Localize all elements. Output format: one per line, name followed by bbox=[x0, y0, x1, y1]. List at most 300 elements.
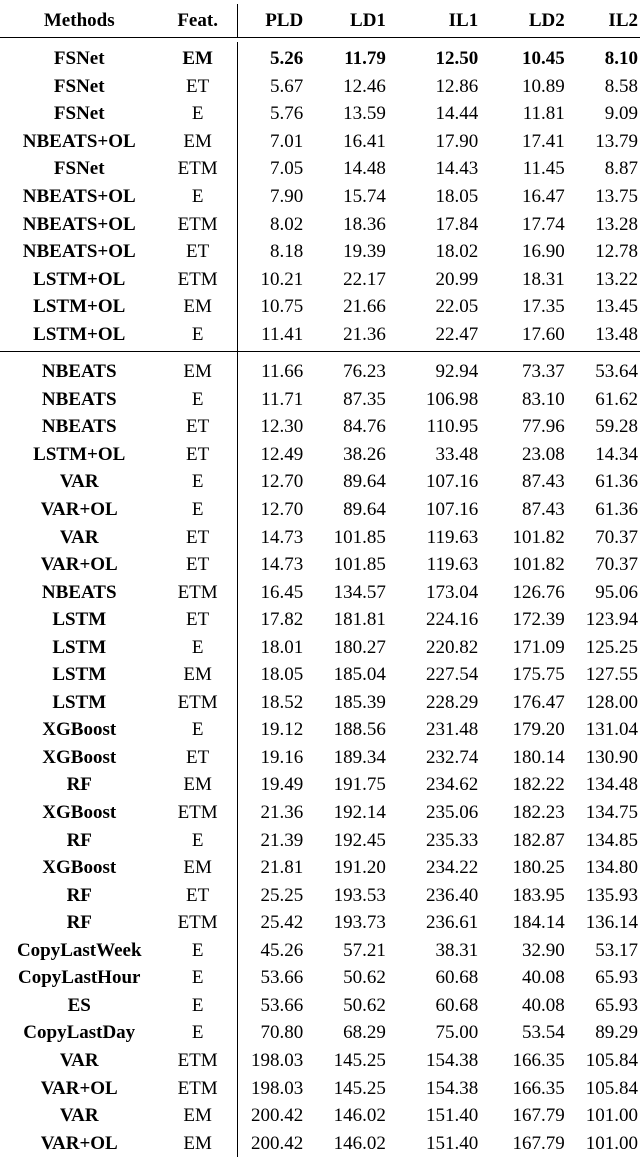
table-row bbox=[0, 1129, 640, 1157]
il1-cell: 92.94 bbox=[435, 361, 479, 383]
feat-cell: E bbox=[158, 716, 237, 744]
feat-cell: EM bbox=[158, 1102, 237, 1130]
ld1-cell: 13.59 bbox=[343, 103, 386, 125]
il1-cell: 14.43 bbox=[435, 158, 479, 180]
ld1-cell: 21.66 bbox=[343, 296, 386, 318]
ld2-cell: 23.08 bbox=[522, 443, 565, 465]
ld2-cell: 126.76 bbox=[512, 581, 565, 603]
table-row bbox=[0, 716, 640, 744]
il1-cell: 227.54 bbox=[425, 664, 479, 686]
table-row bbox=[0, 744, 640, 772]
method-cell: NBEATS bbox=[41, 416, 117, 438]
il2-cell: 131.04 bbox=[585, 719, 638, 741]
il1-cell: 110.95 bbox=[426, 416, 479, 438]
table-row bbox=[0, 606, 640, 634]
ld2-cell: 101.82 bbox=[512, 526, 565, 548]
il2-cell: 13.45 bbox=[595, 296, 638, 318]
pld-cell: 5.76 bbox=[269, 103, 304, 125]
il2-cell: 14.34 bbox=[595, 443, 638, 465]
method-cell: FSNet bbox=[53, 48, 105, 70]
il1-cell: 224.16 bbox=[425, 609, 479, 631]
results-table bbox=[0, 4, 640, 1157]
il2-cell: 134.75 bbox=[585, 802, 638, 824]
table-row bbox=[0, 128, 640, 156]
ld1-cell: 180.27 bbox=[333, 636, 386, 658]
ld2-cell: 40.08 bbox=[522, 967, 565, 989]
il2-cell: 13.75 bbox=[595, 186, 638, 207]
method-cell: VAR bbox=[59, 471, 99, 493]
feat-cell: ETM bbox=[158, 210, 237, 238]
ld1-cell: 38.26 bbox=[343, 443, 386, 465]
ld2-cell: 11.45 bbox=[522, 158, 565, 180]
method-cell: FSNet bbox=[53, 103, 105, 125]
ld1-cell: 193.53 bbox=[333, 884, 386, 906]
pld-cell: 17.82 bbox=[260, 609, 304, 631]
il2-cell: 65.93 bbox=[595, 967, 638, 989]
ld2-cell: 17.35 bbox=[522, 296, 565, 318]
il2-cell: 13.22 bbox=[595, 268, 638, 290]
table-row bbox=[0, 73, 640, 101]
ld1-cell: 101.85 bbox=[333, 526, 386, 548]
ld1-cell: 101.85 bbox=[333, 554, 386, 576]
ld2-cell: 171.09 bbox=[512, 636, 565, 658]
method-cell: XGBoost bbox=[42, 857, 117, 879]
ld1-cell: 145.25 bbox=[333, 1077, 386, 1099]
feat-cell: ET bbox=[158, 441, 237, 469]
il1-cell: 18.05 bbox=[435, 186, 479, 207]
ld2-cell: 53.54 bbox=[522, 1022, 565, 1044]
header-ld1: LD1 bbox=[305, 4, 388, 38]
pld-cell: 18.05 bbox=[260, 664, 304, 686]
header-methods: Methods bbox=[0, 4, 158, 38]
table-row bbox=[0, 523, 640, 551]
header-il2: IL2 bbox=[567, 4, 640, 38]
method-cell: NBEATS+OL bbox=[22, 241, 136, 263]
ld2-cell: 180.25 bbox=[512, 857, 565, 879]
il1-cell: 231.48 bbox=[425, 719, 479, 741]
ld2-cell: 17.60 bbox=[480, 320, 567, 351]
table-row bbox=[0, 293, 640, 321]
feat-cell: ETM bbox=[158, 1074, 237, 1102]
ld1-cell: 188.56 bbox=[333, 719, 386, 741]
il1-cell: 22.47 bbox=[388, 320, 480, 351]
ld2-cell: 87.43 bbox=[522, 471, 565, 493]
ld2-cell: 10.45 bbox=[522, 48, 565, 70]
method-cell: NBEATS bbox=[41, 388, 117, 410]
il2-cell: 134.85 bbox=[585, 829, 638, 851]
pld-cell: 21.81 bbox=[260, 857, 304, 879]
feat-cell: ETM bbox=[158, 265, 237, 293]
feat-cell: EM bbox=[158, 293, 237, 321]
ld2-cell: 179.20 bbox=[512, 719, 565, 741]
ld1-cell: 185.04 bbox=[333, 664, 386, 686]
ld1-cell: 89.64 bbox=[343, 471, 386, 493]
pld-cell: 19.49 bbox=[260, 774, 304, 796]
feat-cell: ET bbox=[158, 238, 237, 266]
table-body bbox=[0, 38, 640, 1157]
table-row bbox=[0, 320, 640, 351]
il2-cell: 13.79 bbox=[595, 130, 638, 152]
table-row bbox=[0, 183, 640, 211]
feat-cell: E bbox=[158, 937, 237, 965]
table-row bbox=[0, 854, 640, 882]
ld1-cell: 50.62 bbox=[343, 967, 386, 989]
ld1-cell: 68.29 bbox=[343, 1022, 386, 1044]
feat-cell: EM bbox=[158, 854, 237, 882]
ld2-cell: 183.95 bbox=[512, 884, 565, 906]
il2-cell: 70.37 bbox=[595, 554, 638, 576]
il2-cell: 8.58 bbox=[604, 75, 638, 97]
ld1-cell: 87.35 bbox=[343, 388, 386, 410]
il2-cell: 61.36 bbox=[595, 499, 638, 521]
pld-cell: 5.67 bbox=[269, 75, 304, 97]
il1-cell: 151.40 bbox=[425, 1132, 479, 1154]
il1-cell: 234.22 bbox=[425, 857, 479, 879]
ld2-cell: 16.47 bbox=[522, 186, 565, 207]
il1-cell: 33.48 bbox=[435, 443, 479, 465]
il1-cell: 107.16 bbox=[425, 471, 479, 493]
ld2-cell: 184.14 bbox=[512, 912, 565, 934]
pld-cell: 7.05 bbox=[269, 158, 304, 180]
table-row bbox=[0, 210, 640, 238]
pld-cell: 14.73 bbox=[260, 554, 304, 576]
ld2-cell: 101.82 bbox=[512, 554, 565, 576]
feat-cell: E bbox=[158, 964, 237, 992]
ld2-cell: 17.74 bbox=[522, 213, 565, 235]
feat-cell: E bbox=[158, 826, 237, 854]
il1-cell: 17.90 bbox=[435, 130, 479, 152]
il1-cell: 232.74 bbox=[425, 746, 479, 768]
header-ld2: LD2 bbox=[480, 4, 567, 38]
ld1-cell: 15.74 bbox=[343, 186, 386, 207]
feat-cell: E bbox=[158, 468, 237, 496]
pld-cell: 70.80 bbox=[260, 1022, 304, 1044]
ld2-cell: 40.08 bbox=[522, 994, 565, 1016]
method-cell: FSNet bbox=[53, 158, 105, 180]
il2-cell: 101.00 bbox=[585, 1105, 638, 1127]
feat-cell: EM bbox=[158, 1129, 237, 1157]
il1-cell: 20.99 bbox=[435, 268, 479, 290]
il1-cell: 107.16 bbox=[425, 499, 479, 521]
il2-cell: 65.93 bbox=[595, 994, 638, 1016]
feat-cell: ET bbox=[158, 606, 237, 634]
method-cell: ES bbox=[67, 994, 91, 1016]
header-il1: IL1 bbox=[388, 4, 480, 38]
feat-cell: ETM bbox=[158, 1047, 237, 1075]
method-cell: NBEATS bbox=[41, 581, 117, 603]
il1-cell: 173.04 bbox=[425, 581, 479, 603]
ld2-cell: 32.90 bbox=[522, 939, 565, 961]
il2-cell: 13.28 bbox=[595, 213, 638, 235]
il1-cell: 228.29 bbox=[425, 691, 479, 713]
ld1-cell: 181.81 bbox=[333, 609, 386, 631]
ld1-cell: 193.73 bbox=[333, 912, 386, 934]
pld-cell: 198.03 bbox=[250, 1077, 304, 1099]
table-row bbox=[0, 265, 640, 293]
ld2-cell: 77.96 bbox=[522, 416, 565, 438]
il1-cell: 151.40 bbox=[425, 1105, 479, 1127]
ld1-cell: 12.46 bbox=[343, 75, 386, 97]
ld1-cell: 89.64 bbox=[343, 499, 386, 521]
table-row bbox=[0, 386, 640, 414]
table-row bbox=[0, 964, 640, 992]
table-row bbox=[0, 42, 640, 73]
feat-cell: ET bbox=[158, 73, 237, 101]
il2-cell: 53.17 bbox=[595, 939, 638, 961]
pld-cell: 11.66 bbox=[261, 361, 304, 383]
ld2-cell: 10.89 bbox=[522, 75, 565, 97]
method-cell: VAR bbox=[59, 1105, 99, 1127]
il2-cell: 130.90 bbox=[585, 746, 638, 768]
il2-cell: 12.78 bbox=[595, 241, 638, 263]
pld-cell: 5.26 bbox=[269, 48, 304, 70]
il1-cell: 12.50 bbox=[435, 48, 479, 70]
method-cell: VAR bbox=[59, 526, 99, 548]
ld2-cell: 166.35 bbox=[512, 1077, 565, 1099]
feat-cell: ETM bbox=[158, 689, 237, 717]
method-cell: RF bbox=[66, 829, 92, 851]
table-row bbox=[0, 1074, 640, 1102]
table-row bbox=[0, 937, 640, 965]
pld-cell: 198.03 bbox=[250, 1049, 304, 1071]
table-row bbox=[0, 992, 640, 1020]
il1-cell: 60.68 bbox=[435, 967, 479, 989]
il2-cell: 95.06 bbox=[595, 581, 638, 603]
method-cell: XGBoost bbox=[42, 746, 117, 768]
feat-cell: ET bbox=[158, 413, 237, 441]
method-cell: LSTM bbox=[52, 691, 107, 713]
feat-cell: E bbox=[158, 183, 237, 211]
feat-cell: E bbox=[158, 100, 237, 128]
pld-cell: 11.71 bbox=[261, 388, 304, 410]
table-row bbox=[0, 578, 640, 606]
feat-cell: E bbox=[158, 1019, 237, 1047]
feat-cell: EM bbox=[158, 42, 237, 73]
ld1-cell: 57.21 bbox=[343, 939, 386, 961]
feat-cell: ETM bbox=[158, 578, 237, 606]
method-cell: LSTM bbox=[52, 664, 107, 686]
il2-cell: 123.94 bbox=[585, 609, 638, 631]
pld-cell: 7.90 bbox=[269, 186, 304, 207]
table-row bbox=[0, 881, 640, 909]
il2-cell: 134.80 bbox=[585, 857, 638, 879]
feat-cell: ETM bbox=[158, 799, 237, 827]
ld1-cell: 191.20 bbox=[333, 857, 386, 879]
table-row bbox=[0, 238, 640, 266]
table-row bbox=[0, 1019, 640, 1047]
pld-cell: 10.75 bbox=[260, 296, 304, 318]
table-row bbox=[0, 826, 640, 854]
table-row bbox=[0, 413, 640, 441]
il1-cell: 234.62 bbox=[425, 774, 479, 796]
il2-cell: 136.14 bbox=[585, 912, 638, 934]
method-cell: CopyLastDay bbox=[23, 1022, 136, 1044]
il2-cell: 59.28 bbox=[595, 416, 638, 438]
ld2-cell: 176.47 bbox=[512, 691, 565, 713]
table-row bbox=[0, 799, 640, 827]
pld-cell: 21.36 bbox=[260, 802, 304, 824]
il2-cell: 135.93 bbox=[585, 884, 638, 906]
pld-cell: 16.45 bbox=[260, 581, 304, 603]
ld1-cell: 50.62 bbox=[343, 994, 386, 1016]
method-cell: RF bbox=[66, 884, 92, 906]
il1-cell: 106.98 bbox=[425, 388, 479, 410]
il2-cell: 61.36 bbox=[595, 471, 638, 493]
feat-cell: ET bbox=[158, 523, 237, 551]
pld-cell: 10.21 bbox=[260, 268, 304, 290]
il2-cell: 105.84 bbox=[585, 1049, 638, 1071]
il1-cell: 18.02 bbox=[435, 241, 479, 263]
header-row bbox=[0, 4, 640, 38]
ld1-cell: 18.36 bbox=[343, 213, 386, 235]
il2-cell: 53.64 bbox=[595, 361, 638, 383]
method-cell: RF bbox=[66, 774, 92, 796]
il1-cell: 14.44 bbox=[435, 103, 479, 125]
table-row bbox=[0, 909, 640, 937]
il2-cell: 8.10 bbox=[604, 48, 638, 70]
table-row bbox=[0, 352, 640, 386]
feat-cell: E bbox=[158, 386, 237, 414]
table-row bbox=[0, 496, 640, 524]
method-cell: NBEATS+OL bbox=[22, 130, 136, 152]
ld1-cell: 185.39 bbox=[333, 691, 386, 713]
method-cell: VAR+OL bbox=[40, 1077, 118, 1099]
table-row bbox=[0, 633, 640, 661]
ld2-cell: 175.75 bbox=[512, 664, 565, 686]
table-row bbox=[0, 1102, 640, 1130]
method-cell: LSTM+OL bbox=[0, 320, 158, 351]
feat-cell: E bbox=[158, 496, 237, 524]
ld2-cell: 172.39 bbox=[512, 609, 565, 631]
pld-cell: 19.12 bbox=[260, 719, 304, 741]
method-cell: NBEATS bbox=[41, 361, 117, 383]
ld2-cell: 182.22 bbox=[512, 774, 565, 796]
header-feat: Feat. bbox=[158, 4, 237, 38]
pld-cell: 25.42 bbox=[260, 912, 304, 934]
il1-cell: 38.31 bbox=[435, 939, 479, 961]
ld1-cell: 14.48 bbox=[343, 158, 386, 180]
feat-cell: ET bbox=[158, 551, 237, 579]
feat-cell: ETM bbox=[158, 155, 237, 183]
il2-cell: 134.48 bbox=[585, 774, 638, 796]
pld-cell: 12.70 bbox=[260, 499, 304, 521]
ld1-cell: 84.76 bbox=[343, 416, 386, 438]
ld1-cell: 192.14 bbox=[333, 802, 386, 824]
il2-cell: 127.55 bbox=[585, 664, 638, 686]
ld1-cell: 22.17 bbox=[343, 268, 386, 290]
ld2-cell: 182.87 bbox=[512, 829, 565, 851]
ld1-cell: 146.02 bbox=[333, 1132, 386, 1154]
method-cell: RF bbox=[66, 912, 92, 934]
method-cell: CopyLastHour bbox=[18, 967, 141, 989]
il1-cell: 235.06 bbox=[425, 802, 479, 824]
il2-cell: 70.37 bbox=[595, 526, 638, 548]
ld2-cell: 83.10 bbox=[522, 388, 565, 410]
feat-cell: E bbox=[158, 992, 237, 1020]
ld1-cell: 146.02 bbox=[333, 1105, 386, 1127]
method-cell: VAR+OL bbox=[40, 1132, 118, 1154]
method-cell: VAR+OL bbox=[40, 554, 118, 576]
il1-cell: 22.05 bbox=[435, 296, 479, 318]
method-cell: LSTM+OL bbox=[33, 443, 126, 465]
pld-cell: 45.26 bbox=[260, 939, 304, 961]
il1-cell: 236.40 bbox=[425, 884, 479, 906]
ld1-cell: 189.34 bbox=[333, 746, 386, 768]
feat-cell: ET bbox=[158, 881, 237, 909]
header-pld: PLD bbox=[237, 4, 305, 38]
table-row bbox=[0, 100, 640, 128]
il2-cell: 128.00 bbox=[585, 691, 638, 713]
il1-cell: 119.63 bbox=[426, 554, 479, 576]
ld1-cell: 134.57 bbox=[333, 581, 386, 603]
ld2-cell: 73.37 bbox=[522, 361, 565, 383]
ld1-cell: 16.41 bbox=[343, 130, 386, 152]
ld2-cell: 167.79 bbox=[512, 1105, 565, 1127]
pld-cell: 14.73 bbox=[260, 526, 304, 548]
ld1-cell: 76.23 bbox=[343, 361, 386, 383]
method-cell: CopyLastWeek bbox=[16, 939, 142, 961]
method-cell: LSTM+OL bbox=[33, 268, 126, 290]
pld-cell: 25.25 bbox=[260, 884, 304, 906]
pld-cell: 12.70 bbox=[260, 471, 304, 493]
il1-cell: 60.68 bbox=[435, 994, 479, 1016]
pld-cell: 19.16 bbox=[260, 746, 304, 768]
method-cell: XGBoost bbox=[42, 719, 117, 741]
pld-cell: 18.01 bbox=[260, 636, 304, 658]
il2-cell: 13.48 bbox=[567, 320, 640, 351]
il1-cell: 154.38 bbox=[425, 1049, 479, 1071]
pld-cell: 8.18 bbox=[269, 241, 304, 263]
il2-cell: 89.29 bbox=[595, 1022, 638, 1044]
pld-cell: 12.30 bbox=[260, 416, 304, 438]
pld-cell: 200.42 bbox=[250, 1105, 304, 1127]
ld1-cell: 191.75 bbox=[333, 774, 386, 796]
feat-cell: ET bbox=[158, 744, 237, 772]
il2-cell: 105.84 bbox=[585, 1077, 638, 1099]
pld-cell: 53.66 bbox=[260, 967, 304, 989]
ld1-cell: 145.25 bbox=[333, 1049, 386, 1071]
table-row bbox=[0, 468, 640, 496]
method-cell: LSTM bbox=[52, 609, 107, 631]
ld2-cell: 167.79 bbox=[512, 1132, 565, 1154]
il2-cell: 101.00 bbox=[585, 1132, 638, 1154]
ld2-cell: 11.81 bbox=[522, 103, 565, 125]
pld-cell: 200.42 bbox=[250, 1132, 304, 1154]
method-cell: NBEATS+OL bbox=[22, 213, 136, 235]
pld-cell: 21.39 bbox=[260, 829, 304, 851]
il2-cell: 125.25 bbox=[585, 636, 638, 658]
table-row bbox=[0, 441, 640, 469]
ld1-cell: 192.45 bbox=[333, 829, 386, 851]
ld2-cell: 87.43 bbox=[522, 499, 565, 521]
il1-cell: 119.63 bbox=[426, 526, 479, 548]
method-cell: LSTM+OL bbox=[33, 296, 126, 318]
pld-cell: 53.66 bbox=[260, 994, 304, 1016]
method-cell: XGBoost bbox=[42, 802, 117, 824]
il2-cell: 8.87 bbox=[604, 158, 638, 180]
table-row bbox=[0, 689, 640, 717]
ld1-cell: 11.79 bbox=[344, 48, 386, 70]
il1-cell: 12.86 bbox=[435, 75, 479, 97]
feat-cell: EM bbox=[158, 771, 237, 799]
method-cell: FSNet bbox=[53, 75, 105, 97]
il1-cell: 220.82 bbox=[425, 636, 479, 658]
method-cell: NBEATS+OL bbox=[22, 186, 136, 207]
feat-cell: E bbox=[158, 320, 237, 351]
method-cell: VAR bbox=[59, 1049, 99, 1071]
feat-cell: EM bbox=[158, 128, 237, 156]
il1-cell: 17.84 bbox=[435, 213, 479, 235]
